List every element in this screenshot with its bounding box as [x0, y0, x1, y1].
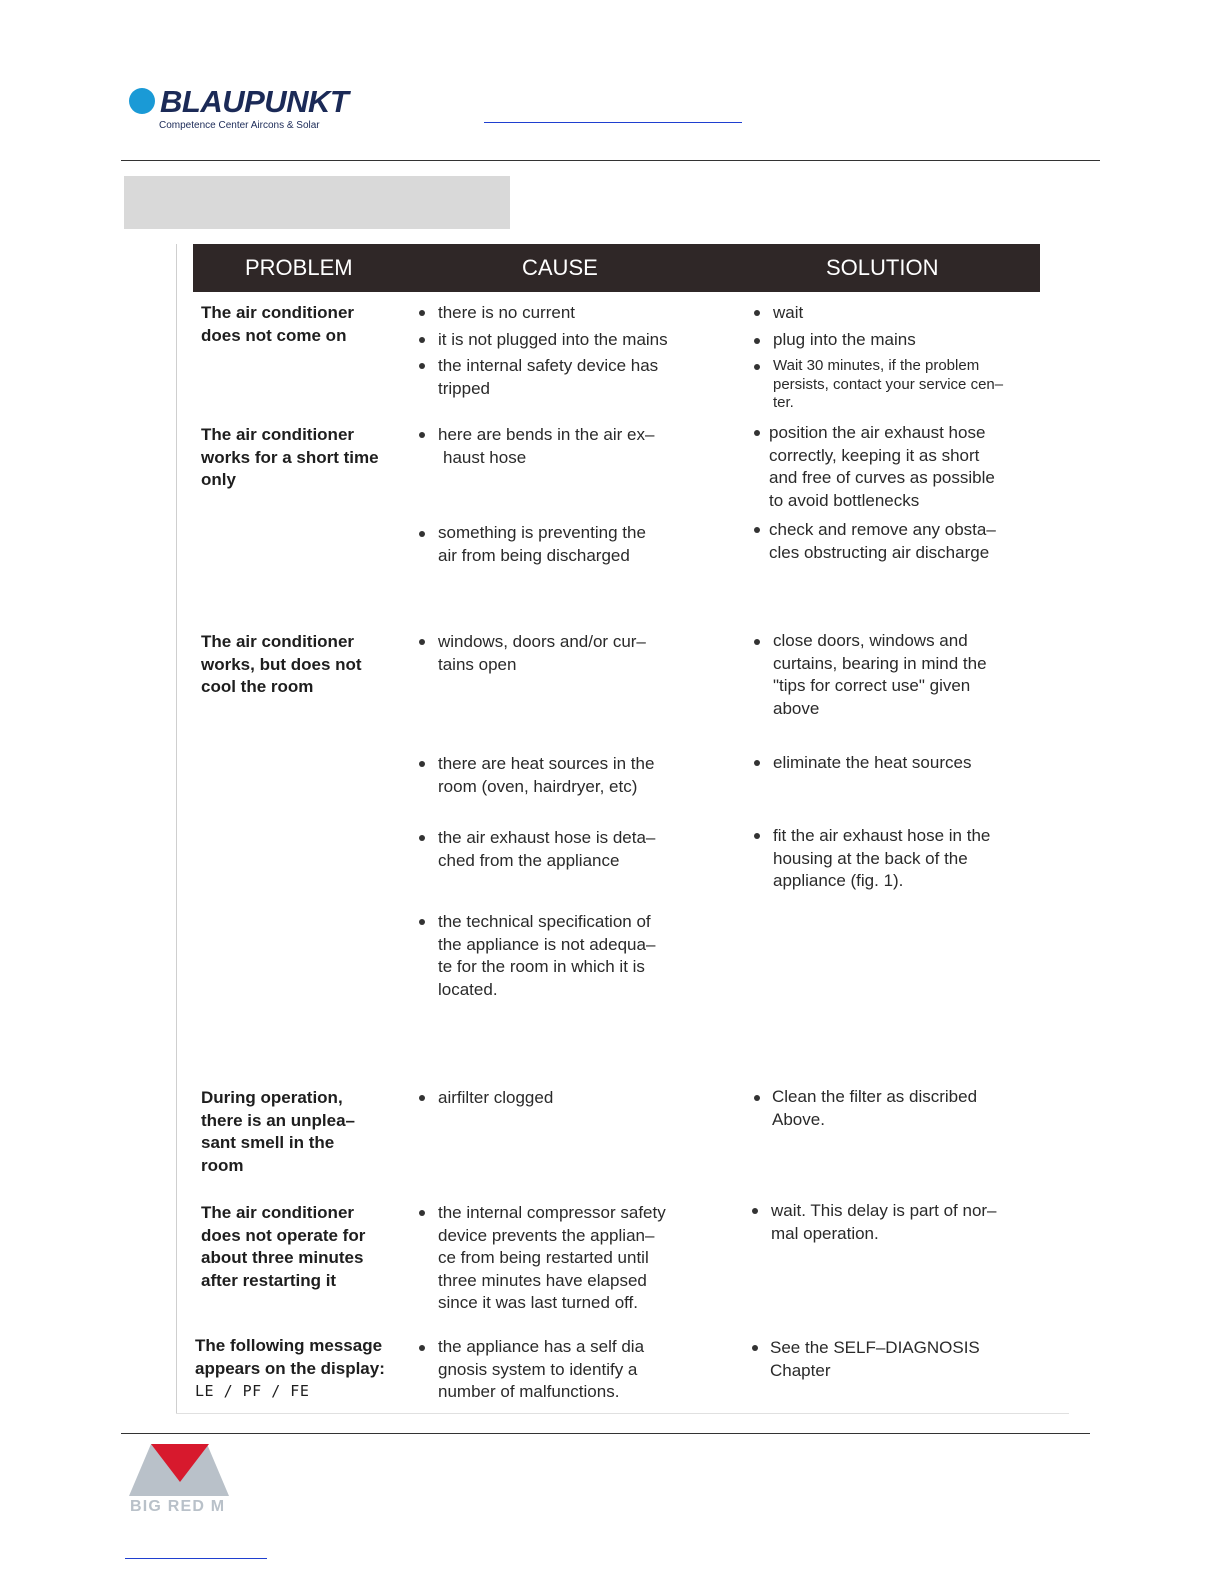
bullet-icon — [419, 1095, 425, 1101]
table-frame-left — [176, 244, 177, 1414]
solution-item: close doors, windows and curtains, bearing in mind the "tips for correct use" given above — [773, 631, 987, 718]
cause-item: there is no current — [438, 303, 576, 322]
cause-item: here are bends in the air ex– haust hose — [438, 425, 655, 467]
cause-item: the technical specification of the appliance is not adequa– te for the room in which it is located. — [438, 912, 656, 999]
cause-item: it is not plugged into the mains — [438, 330, 668, 349]
problem-cell: The air conditioner works for a short time only — [201, 425, 379, 489]
bullet-icon — [754, 430, 760, 436]
bullet-icon — [754, 1095, 760, 1101]
bullet-icon — [419, 363, 425, 369]
header-problem: PROBLEM — [245, 255, 353, 280]
display-codes: LE / PF / FE — [195, 1382, 310, 1400]
big-red-m-logo — [129, 1444, 229, 1505]
brand-subtitle: Competence Center Aircons & Solar — [159, 120, 320, 131]
problem-cell: The air conditioner does not operate for about three minutes after restarting it — [201, 1203, 366, 1290]
bullet-icon — [419, 1345, 425, 1351]
cause-item: the appliance has a self dia gnosis system to identify a number of malfunctions. — [438, 1337, 645, 1401]
bullet-icon — [419, 337, 425, 343]
cause-item: the air exhaust hose is deta– ched from the appliance — [438, 828, 656, 870]
bullet-icon — [754, 639, 760, 645]
solution-item: fit the air exhaust hose in the housing at the back of the appliance (fig. 1). — [773, 826, 991, 890]
bullet-icon — [754, 527, 760, 533]
table-frame-bottom — [176, 1413, 1069, 1414]
cause-item: windows, doors and/or cur– tains open — [438, 632, 646, 674]
solution-item: eliminate the heat sources — [773, 753, 972, 772]
bullet-icon — [419, 639, 425, 645]
problem-cell: During operation, there is an unplea– sant smell in the room — [201, 1088, 355, 1175]
bullet-icon — [419, 1210, 425, 1216]
table-header — [193, 244, 1040, 292]
cause-item: airfilter clogged — [438, 1088, 554, 1107]
bullet-icon — [419, 761, 425, 767]
solution-item: check and remove any obsta– cles obstructing air discharge — [769, 520, 996, 562]
header-solution: SOLUTION — [826, 255, 939, 280]
bullet-icon — [754, 338, 760, 344]
solution-item: position the air exhaust hose correctly, keeping it as short and free of curves as possible to avoid bottlenecks — [769, 423, 995, 510]
bullet-icon — [754, 310, 760, 316]
solution-item: wait. This delay is part of nor– mal operation. — [771, 1201, 997, 1243]
footer-divider — [121, 1433, 1090, 1434]
header-divider — [121, 160, 1100, 161]
bullet-icon — [752, 1208, 758, 1214]
cause-item: there are heat sources in the room (oven, hairdryer, etc) — [438, 754, 655, 796]
solution-item: See the SELF–DIAGNOSIS Chapter — [770, 1338, 980, 1380]
brand-logo-dot — [129, 88, 155, 114]
cause-item: something is preventing the air from being discharged — [438, 523, 646, 565]
solution-item: Wait 30 minutes, if the problem persists, contact your service cen– ter. — [773, 357, 1004, 411]
cause-item: the internal safety device has tripped — [438, 356, 659, 398]
cause-item: the internal compressor safety device prevents the applian– ce from being restarted until three minutes have elapsed since it was last turned off. — [438, 1203, 666, 1312]
problem-cell: The air conditioner works, but does not cool the room — [201, 632, 362, 696]
bullet-icon — [754, 760, 760, 766]
bullet-icon — [419, 835, 425, 841]
header-cause: CAUSE — [522, 255, 598, 280]
header-link-underline[interactable] — [484, 122, 742, 123]
footer-brand: BIG RED M — [130, 1498, 226, 1515]
problem-cell: The air conditioner does not come on — [201, 303, 355, 345]
bullet-icon — [419, 919, 425, 925]
bullet-icon — [419, 531, 425, 537]
brand-logo-text: BLAUPUNKT — [160, 84, 349, 119]
bullet-icon — [419, 310, 425, 316]
solution-item: wait — [773, 303, 804, 322]
bullet-icon — [754, 364, 760, 370]
big-red-m-triangle-icon — [129, 1444, 229, 1500]
footer-link-underline[interactable] — [125, 1558, 267, 1559]
problem-cell: The following message appears on the display: LE / PF / FE — [195, 1335, 385, 1403]
bullet-icon — [419, 432, 425, 438]
solution-item: Clean the filter as discribed Above. — [772, 1087, 978, 1129]
solution-item: plug into the mains — [773, 330, 916, 349]
bullet-icon — [752, 1345, 758, 1351]
section-title-box — [124, 176, 510, 229]
bullet-icon — [754, 833, 760, 839]
